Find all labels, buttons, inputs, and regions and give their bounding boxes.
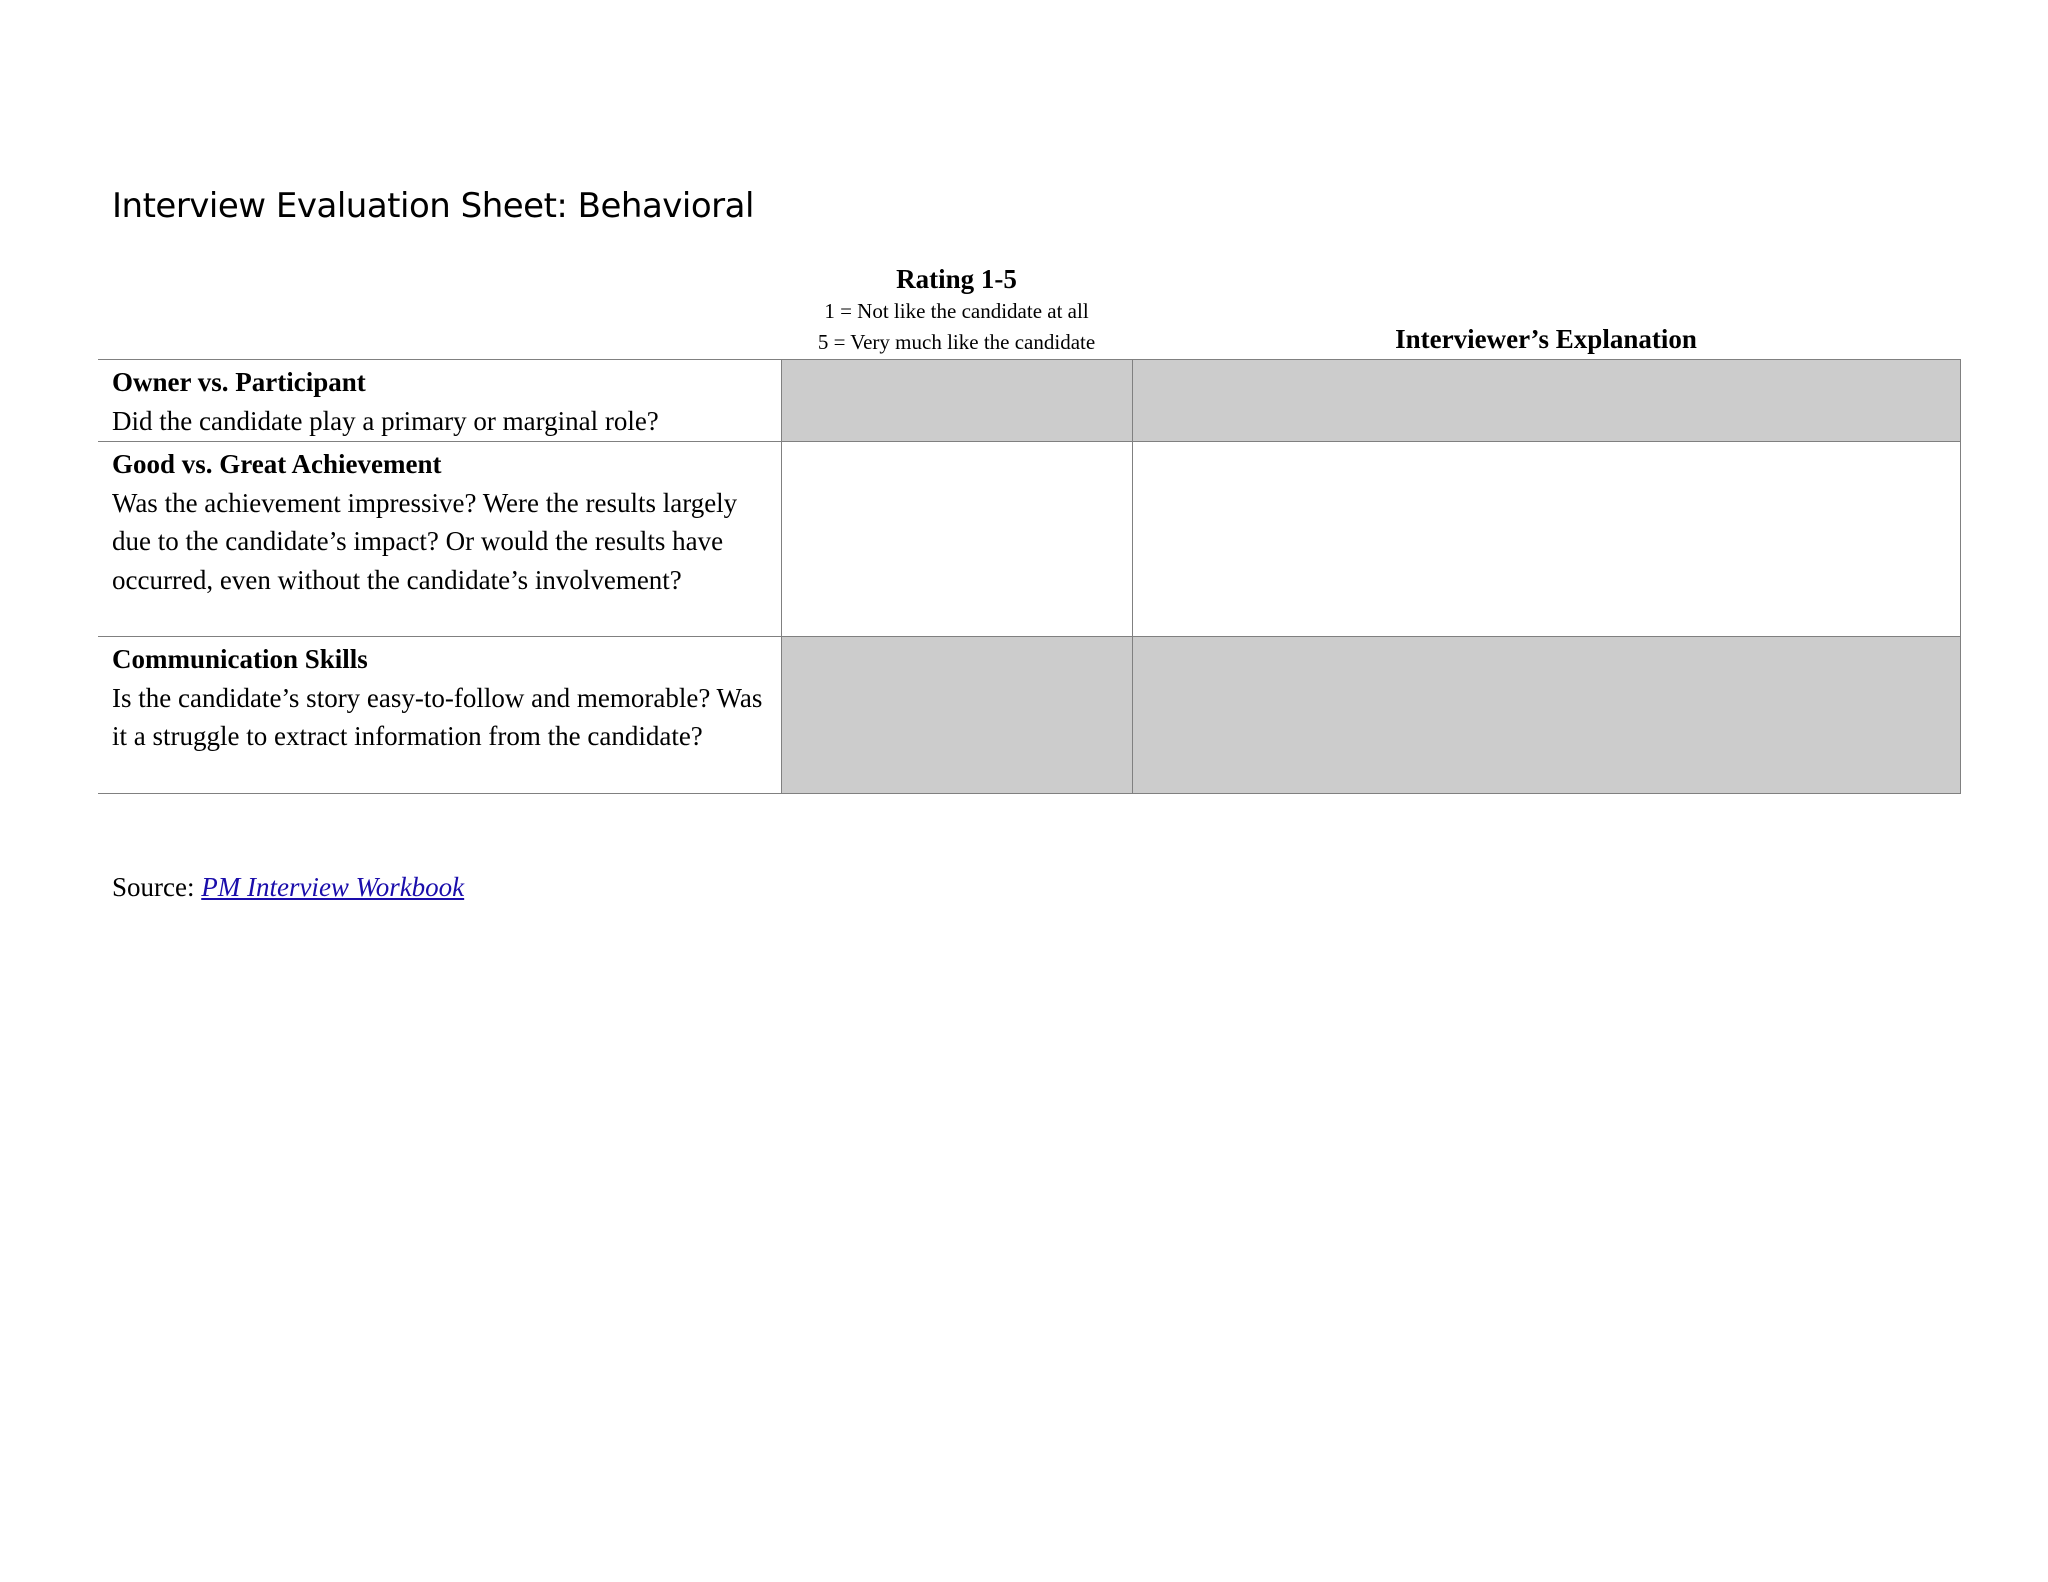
- criterion-description: Was the achievement impressive? Were the results largely due to the candidate’s impact? Or would the results have occurred, even without the candidate’s involvement?: [112, 487, 738, 595]
- explanation-input-cell[interactable]: [1132, 360, 1960, 442]
- criterion-cell: [98, 637, 781, 794]
- criterion-title: Communication Skills: [112, 644, 368, 674]
- page-title: Interview Evaluation Sheet: Behavioral: [112, 186, 754, 226]
- rating-legend-low: 1 = Not like the candidate at all: [824, 299, 1089, 323]
- rating-input-cell[interactable]: [781, 442, 1132, 637]
- rating-input-cell[interactable]: [781, 637, 1132, 794]
- rating-header: [781, 262, 1132, 360]
- explanation-input-cell[interactable]: [1132, 442, 1960, 637]
- source-label: Source:: [112, 872, 195, 902]
- explanation-header-title: Interviewer’s Explanation: [1395, 324, 1697, 354]
- source-line: [112, 868, 464, 906]
- table-row: [98, 442, 1960, 637]
- table-row: [98, 637, 1960, 794]
- source-link[interactable]: PM Interview Workbook: [201, 872, 465, 902]
- criterion-title: Good vs. Great Achievement: [112, 449, 442, 479]
- table-row: [98, 360, 1960, 442]
- criterion-cell: [98, 360, 781, 442]
- criteria-header: [98, 262, 781, 360]
- rating-legend-high: 5 = Very much like the candidate: [817, 330, 1096, 354]
- evaluation-table: [98, 262, 1961, 794]
- explanation-input-cell[interactable]: [1132, 637, 1960, 794]
- criterion-description: Is the candidate’s story easy-to-follow and memorable? Was it a struggle to extract information from the candidate?: [112, 682, 763, 751]
- criterion-cell: [98, 442, 781, 637]
- explanation-header: [1132, 262, 1960, 360]
- evaluation-sheet: [98, 262, 1960, 794]
- table-header-row: [98, 262, 1960, 360]
- criterion-description: Did the candidate play a primary or marginal role?: [112, 405, 659, 436]
- criterion-title: Owner vs. Participant: [112, 367, 366, 397]
- rating-input-cell[interactable]: [781, 360, 1132, 442]
- rating-header-title: Rating 1-5: [896, 264, 1017, 294]
